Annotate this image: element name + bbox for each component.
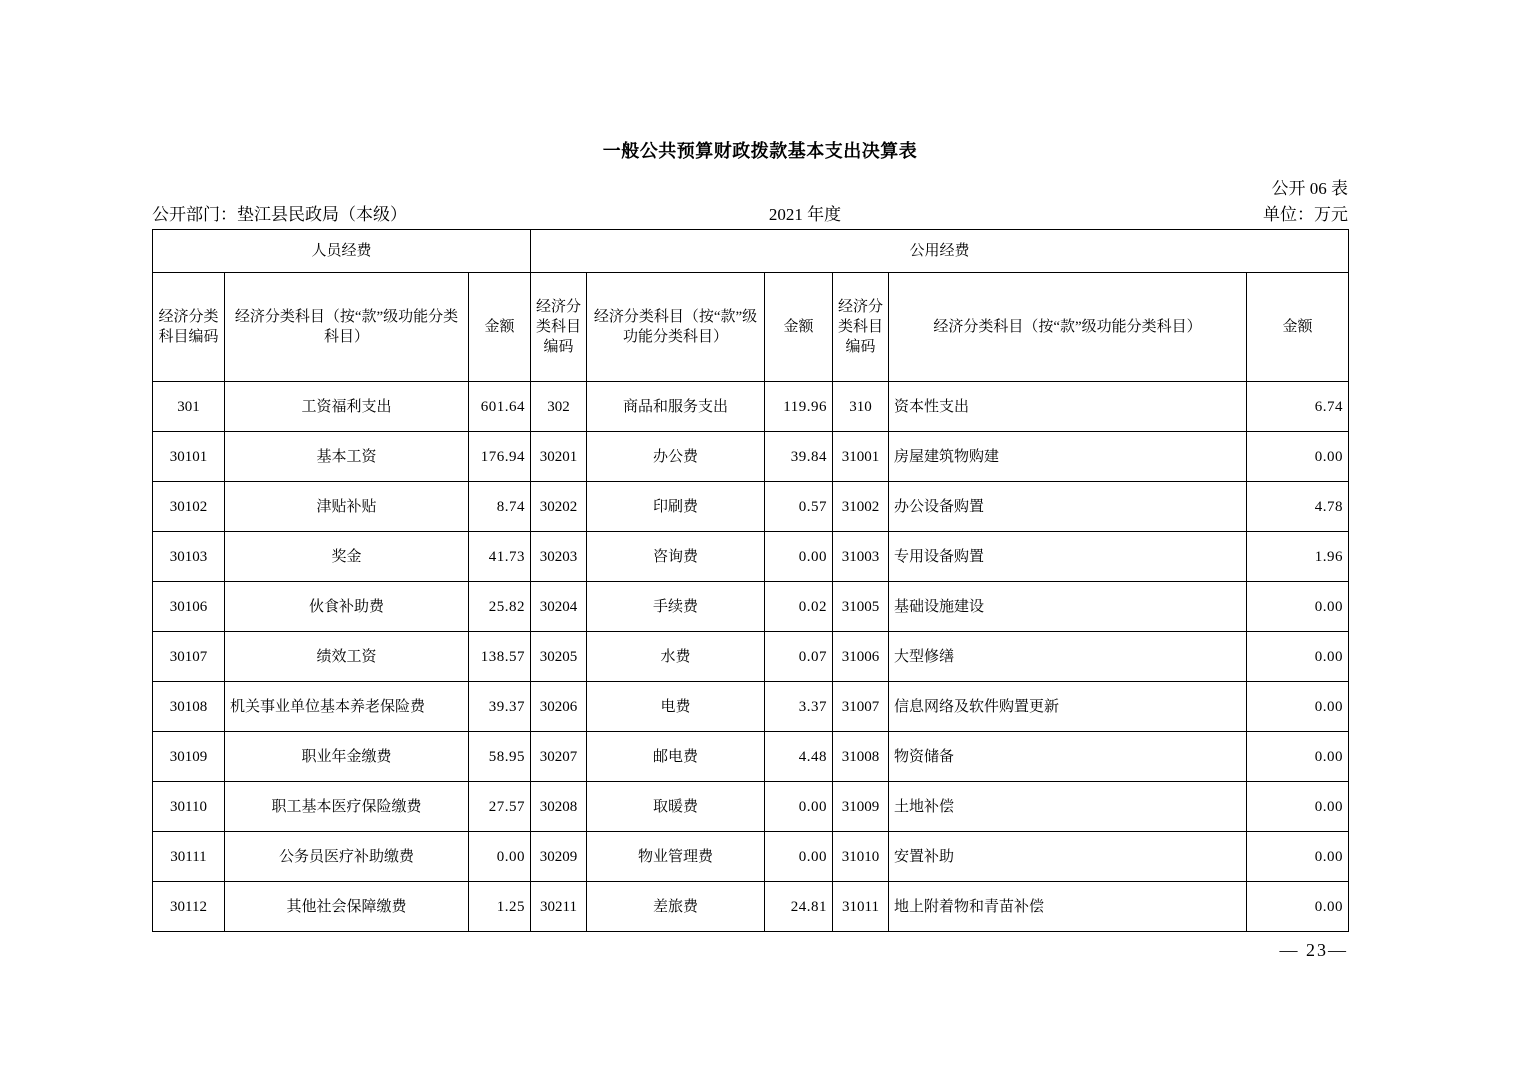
cell-code-personnel: 30112 (153, 882, 225, 932)
cell-name-public2: 房屋建筑物购建 (889, 432, 1247, 482)
cell-amount-public1: 119.96 (765, 382, 833, 432)
cell-code-personnel: 30110 (153, 782, 225, 832)
cell-code-public1: 30207 (531, 732, 587, 782)
cell-name-public1: 手续费 (587, 582, 765, 632)
cell-name-public2: 办公设备购置 (889, 482, 1247, 532)
cell-name-public1: 印刷费 (587, 482, 765, 532)
col-header-amount-public2: 金额 (1247, 273, 1349, 382)
cell-amount-public1: 0.00 (765, 782, 833, 832)
cell-amount-personnel: 58.95 (469, 732, 531, 782)
cell-code-public2: 31008 (833, 732, 889, 782)
cell-code-public1: 30206 (531, 682, 587, 732)
cell-code-public1: 30202 (531, 482, 587, 532)
cell-amount-public1: 3.37 (765, 682, 833, 732)
cell-code-public2: 31011 (833, 882, 889, 932)
cell-name-public2: 安置补助 (889, 832, 1247, 882)
table-row (153, 882, 1349, 932)
cell-name-public2: 基础设施建设 (889, 582, 1247, 632)
col-header-subject-public2: 经济分类科目（按“款”级功能分类科目） (889, 273, 1247, 382)
cell-name-public2: 地上附着物和青苗补偿 (889, 882, 1247, 932)
cell-amount-public2: 0.00 (1247, 682, 1349, 732)
cell-code-personnel: 30106 (153, 582, 225, 632)
cell-code-public2: 310 (833, 382, 889, 432)
cell-name-public2: 专用设备购置 (889, 532, 1247, 582)
cell-amount-public2: 0.00 (1247, 432, 1349, 482)
fiscal-year: 2021 年度 (768, 205, 842, 224)
cell-amount-public1: 24.81 (765, 882, 833, 932)
cell-code-public1: 30204 (531, 582, 587, 632)
form-number: 公开 06 表 (1271, 179, 1348, 198)
cell-name-public2: 信息网络及软件购置更新 (889, 682, 1247, 732)
cell-amount-personnel: 138.57 (469, 632, 531, 682)
cell-code-personnel: 301 (153, 382, 225, 432)
table-column-header-row (153, 273, 1349, 382)
cell-amount-public2: 6.74 (1247, 382, 1349, 432)
department-label: 公开部门：垫江县民政局（本级） (152, 205, 407, 224)
cell-code-public2: 31010 (833, 832, 889, 882)
table-row (153, 832, 1349, 882)
cell-code-personnel: 30111 (153, 832, 225, 882)
cell-code-public1: 302 (531, 382, 587, 432)
table-row (153, 682, 1349, 732)
unit-note: 单位：万元 (1263, 205, 1348, 224)
col-header-subject-personnel: 经济分类科目（按“款”级功能分类科目） (225, 273, 469, 382)
cell-code-public1: 30205 (531, 632, 587, 682)
cell-name-public1: 物业管理费 (587, 832, 765, 882)
table-row (153, 382, 1349, 432)
cell-name-public1: 邮电费 (587, 732, 765, 782)
cell-amount-public1: 4.48 (765, 732, 833, 782)
cell-code-personnel: 30103 (153, 532, 225, 582)
table-group-header-row (153, 230, 1349, 273)
cell-amount-personnel: 176.94 (469, 432, 531, 482)
cell-name-public1: 咨询费 (587, 532, 765, 582)
cell-code-personnel: 30108 (153, 682, 225, 732)
cell-name-public1: 水费 (587, 632, 765, 682)
cell-name-public1: 取暖费 (587, 782, 765, 832)
cell-amount-public2: 0.00 (1247, 882, 1349, 932)
cell-name-public2: 资本性支出 (889, 382, 1247, 432)
cell-amount-public1: 0.57 (765, 482, 833, 532)
cell-name-public1: 差旅费 (587, 882, 765, 932)
table-row (153, 782, 1349, 832)
cell-amount-public2: 4.78 (1247, 482, 1349, 532)
cell-amount-personnel: 601.64 (469, 382, 531, 432)
group-header-public: 公用经费 (531, 230, 1349, 273)
cell-name-public2: 物资储备 (889, 732, 1247, 782)
cell-code-public2: 31007 (833, 682, 889, 732)
budget-table (152, 229, 1349, 932)
table-row (153, 632, 1349, 682)
cell-name-public2: 土地补偿 (889, 782, 1247, 832)
cell-name-personnel: 伙食补助费 (225, 582, 469, 632)
cell-name-personnel: 绩效工资 (225, 632, 469, 682)
cell-amount-public1: 0.07 (765, 632, 833, 682)
table-row (153, 532, 1349, 582)
cell-amount-public1: 39.84 (765, 432, 833, 482)
cell-name-public1: 商品和服务支出 (587, 382, 765, 432)
cell-amount-public1: 0.00 (765, 532, 833, 582)
cell-name-public1: 办公费 (587, 432, 765, 482)
cell-code-public2: 31002 (833, 482, 889, 532)
table-row (153, 582, 1349, 632)
table-row (153, 432, 1349, 482)
cell-name-personnel: 工资福利支出 (225, 382, 469, 432)
col-header-code-personnel: 经济分类科目编码 (153, 273, 225, 382)
cell-name-public2: 大型修缮 (889, 632, 1247, 682)
cell-code-public1: 30201 (531, 432, 587, 482)
cell-amount-public2: 0.00 (1247, 632, 1349, 682)
col-header-code-public2: 经济分类科目编码 (833, 273, 889, 382)
cell-name-personnel: 公务员医疗补助缴费 (225, 832, 469, 882)
col-header-amount-personnel: 金额 (469, 273, 531, 382)
cell-code-public2: 31005 (833, 582, 889, 632)
cell-amount-public2: 0.00 (1247, 782, 1349, 832)
cell-code-personnel: 30107 (153, 632, 225, 682)
cell-amount-public2: 0.00 (1247, 582, 1349, 632)
table-row (153, 482, 1349, 532)
cell-amount-personnel: 27.57 (469, 782, 531, 832)
cell-code-personnel: 30101 (153, 432, 225, 482)
cell-amount-public2: 0.00 (1247, 832, 1349, 882)
cell-code-public2: 31006 (833, 632, 889, 682)
cell-code-personnel: 30109 (153, 732, 225, 782)
cell-amount-personnel: 39.37 (469, 682, 531, 732)
cell-code-public2: 31009 (833, 782, 889, 832)
cell-name-personnel: 津贴补贴 (225, 482, 469, 532)
cell-code-public1: 30209 (531, 832, 587, 882)
cell-name-personnel: 职业年金缴费 (225, 732, 469, 782)
cell-name-personnel: 机关事业单位基本养老保险费 (225, 682, 469, 732)
cell-code-public2: 31001 (833, 432, 889, 482)
cell-amount-personnel: 8.74 (469, 482, 531, 532)
cell-name-public1: 电费 (587, 682, 765, 732)
page-number: — 23— (1279, 940, 1348, 960)
cell-amount-public2: 1.96 (1247, 532, 1349, 582)
cell-amount-personnel: 25.82 (469, 582, 531, 632)
cell-code-public1: 30203 (531, 532, 587, 582)
cell-amount-personnel: 1.25 (469, 882, 531, 932)
cell-name-personnel: 职工基本医疗保险缴费 (225, 782, 469, 832)
cell-amount-personnel: 41.73 (469, 532, 531, 582)
group-header-personnel: 人员经费 (153, 230, 531, 273)
col-header-amount-public1: 金额 (765, 273, 833, 382)
cell-code-personnel: 30102 (153, 482, 225, 532)
cell-name-personnel: 奖金 (225, 532, 469, 582)
cell-amount-personnel: 0.00 (469, 832, 531, 882)
cell-code-public2: 31003 (833, 532, 889, 582)
cell-amount-public1: 0.02 (765, 582, 833, 632)
cell-name-personnel: 基本工资 (225, 432, 469, 482)
cell-amount-public2: 0.00 (1247, 732, 1349, 782)
cell-name-personnel: 其他社会保障缴费 (225, 882, 469, 932)
cell-code-public1: 30211 (531, 882, 587, 932)
col-header-subject-public1: 经济分类科目（按“款”级功能分类科目） (587, 273, 765, 382)
page-title: 一般公共预算财政拨款基本支出决算表 (602, 141, 918, 161)
table-row (153, 732, 1349, 782)
cell-amount-public1: 0.00 (765, 832, 833, 882)
col-header-code-public1: 经济分类科目编码 (531, 273, 587, 382)
cell-code-public1: 30208 (531, 782, 587, 832)
